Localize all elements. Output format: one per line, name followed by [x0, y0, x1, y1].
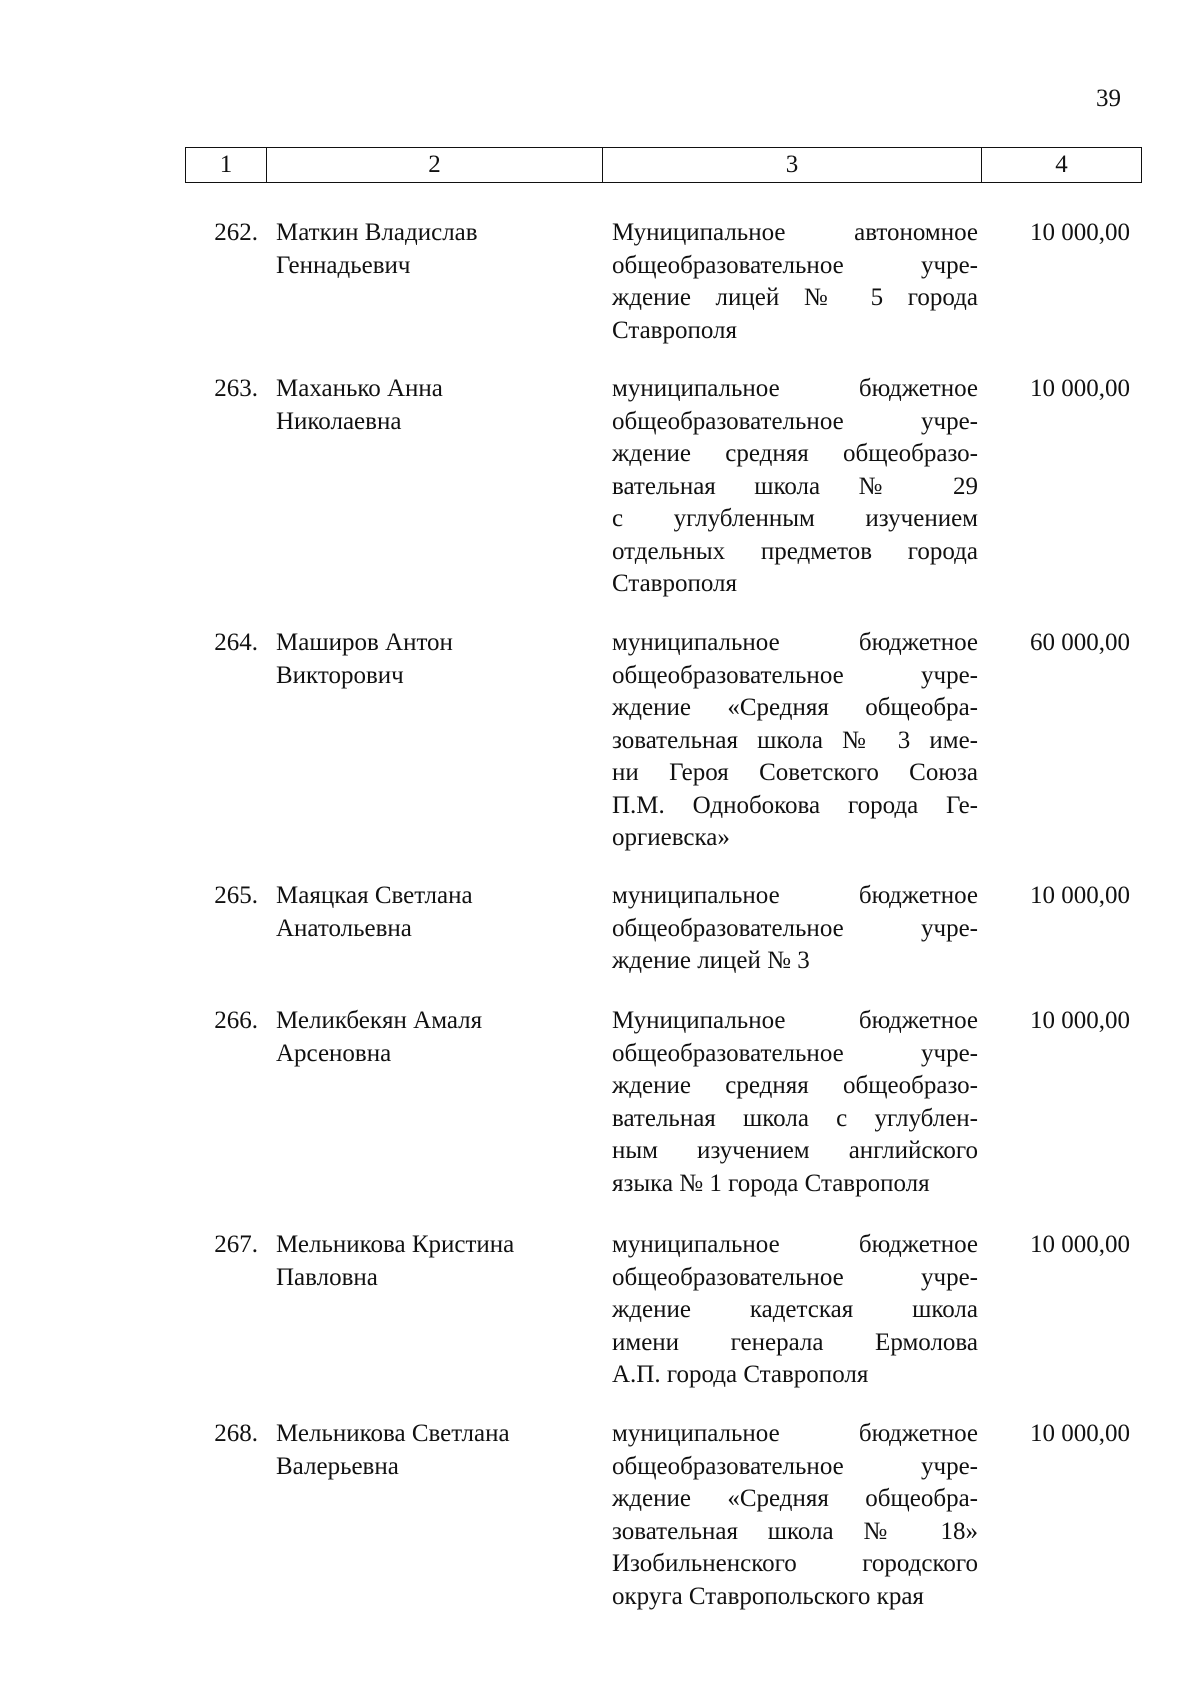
column-header-2: 2 [267, 148, 603, 183]
row-number: 267. [214, 1231, 258, 1258]
column-header-1: 1 [186, 148, 267, 183]
institution-name: муниципальное бюджетное общеобразовательное учре- ждение средняя общеобразо- вательная школа № 29 с углубленным изучением отдельных предметов города Ставрополя [612, 375, 978, 597]
institution-name: муниципальное бюджетное общеобразовательное учре- ждение кадетская школа имени генерала Ермолова А.П. города Ставрополя [612, 1231, 978, 1388]
recipient-name: Маханько Анна Николаевна [276, 375, 443, 435]
amount: 10 000,00 [1030, 375, 1130, 402]
institution-name: муниципальное бюджетное общеобразовательное учре- ждение «Средняя общеобра- зовательная школа № 18» Изобильненского городского округа Ставропольского края [612, 1420, 978, 1610]
recipient-name: Мельникова Кристина Павловна [276, 1231, 515, 1291]
row-number: 264. [214, 629, 258, 656]
recipient-name: Меликбекян Амаля Арсеновна [276, 1007, 483, 1067]
column-header-table [185, 147, 1142, 183]
amount: 10 000,00 [1030, 1231, 1130, 1258]
row-number: 266. [214, 1007, 258, 1034]
amount: 10 000,00 [1030, 882, 1130, 909]
column-header-4: 4 [982, 148, 1142, 183]
amount: 10 000,00 [1030, 219, 1130, 246]
amount: 10 000,00 [1030, 1420, 1130, 1447]
amount: 10 000,00 [1030, 1007, 1130, 1034]
recipient-name: Маткин Владислав Геннадьевич [276, 219, 478, 279]
amount: 60 000,00 [1030, 629, 1130, 656]
page-number: 39 [1096, 85, 1121, 112]
institution-name: Муниципальное автономное общеобразовательное учре- ждение лицей № 5 города Ставрополя [612, 219, 978, 344]
row-number: 262. [214, 219, 258, 246]
recipient-name: Маширов Антон Викторович [276, 629, 453, 689]
row-number: 263. [214, 375, 258, 402]
institution-name: муниципальное бюджетное общеобразовательное учре- ждение лицей № 3 [612, 882, 978, 974]
recipient-name: Маяцкая Светлана Анатольевна [276, 882, 473, 942]
recipient-name: Мельникова Светлана Валерьевна [276, 1420, 510, 1480]
row-number: 265. [214, 882, 258, 909]
row-number: 268. [214, 1420, 258, 1447]
institution-name: муниципальное бюджетное общеобразовательное учре- ждение «Средняя общеобра- зовательная школа № 3 име- ни Героя Советского Союза П.М. Однобокова города Ге- оргиевска» [612, 629, 978, 851]
institution-name: Муниципальное бюджетное общеобразовательное учре- ждение средняя общеобразо- вательная школа с углублен- ным изучением английского языка № 1 города Ставрополя [612, 1007, 978, 1197]
column-header-3: 3 [603, 148, 982, 183]
